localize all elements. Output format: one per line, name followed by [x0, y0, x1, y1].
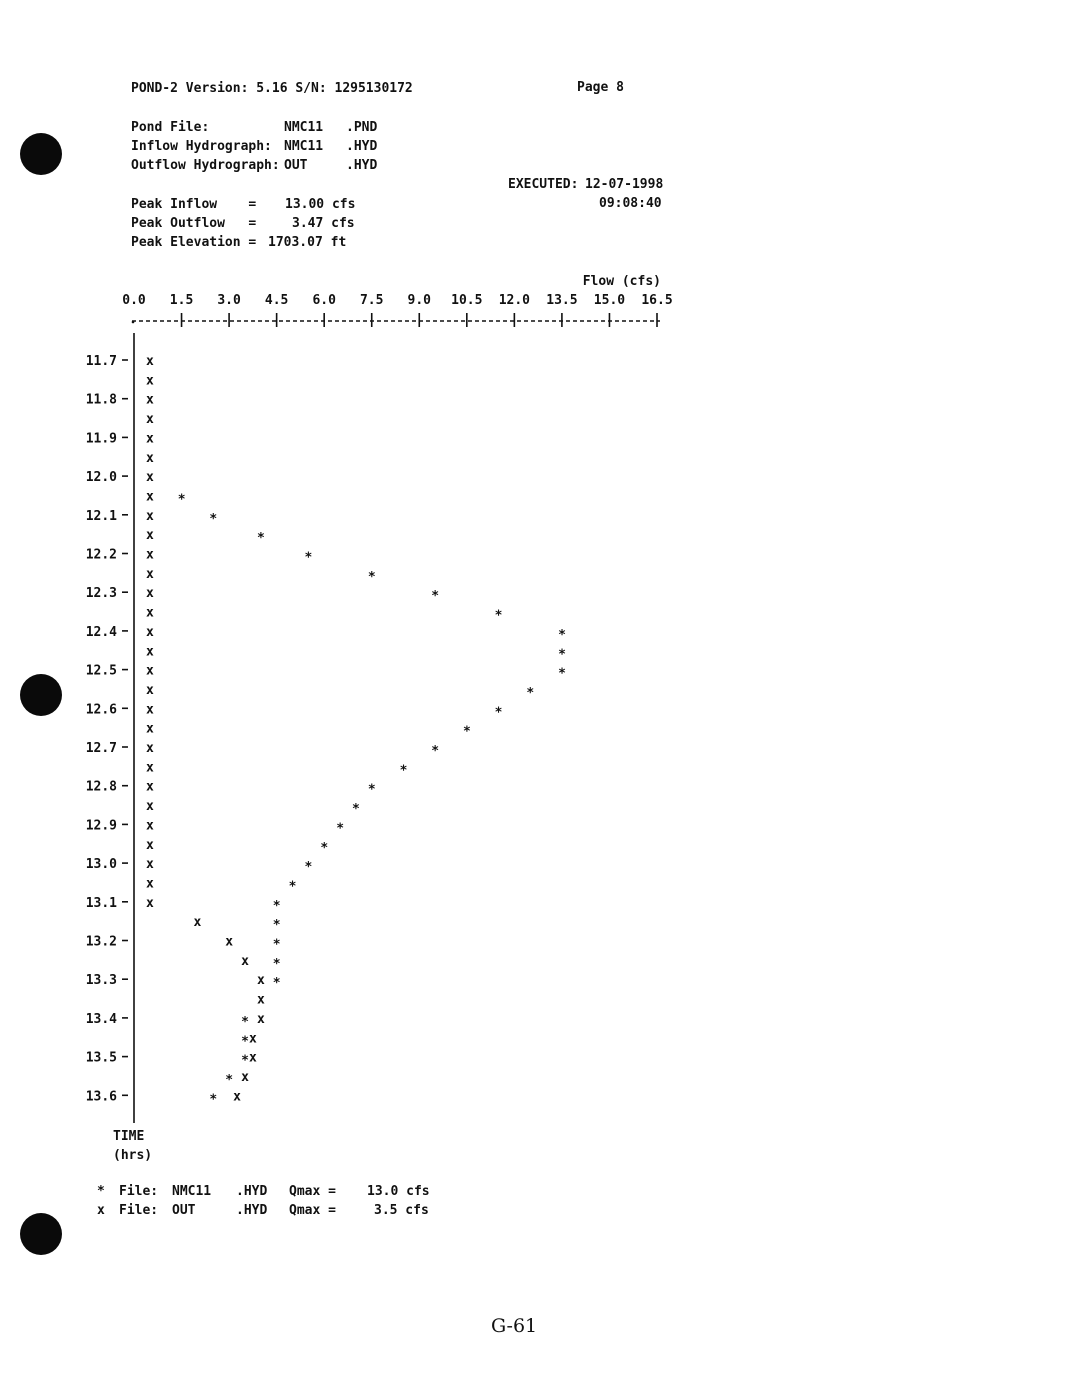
inflow-point: *: [272, 976, 281, 992]
outflow-point: x: [146, 702, 154, 718]
y-axis-label-hrs: (hrs): [113, 1148, 153, 1163]
outflow-point: x: [146, 450, 154, 466]
outflow-point: x: [146, 566, 154, 582]
x-tick-label: 12.0: [498, 293, 531, 308]
outflow-point: x: [233, 1089, 242, 1105]
x-tick-label: 7.5: [359, 293, 384, 308]
legend-qmax-value: 3.5 cfs: [374, 1203, 429, 1218]
outflow-point: x: [146, 624, 154, 640]
legend-file-label: File:: [119, 1184, 159, 1199]
inflow-hydrograph-label: Inflow Hydrograph:: [131, 139, 272, 154]
inflow-point: *: [431, 744, 440, 759]
outflow-hydrograph-name: OUT: [284, 158, 308, 173]
inflow-point: *: [558, 627, 566, 643]
y-tick-label: 11.9: [85, 431, 117, 447]
outflow-point: x: [241, 1069, 249, 1085]
outflow-hydrograph-ext: .HYD: [346, 158, 378, 173]
y-tick-label: 13.6: [85, 1089, 117, 1105]
inflow-point: *: [272, 937, 281, 953]
inflow-point: *: [367, 569, 376, 585]
outflow-point: x: [146, 837, 154, 853]
legend-file-name: OUT: [172, 1203, 196, 1218]
outflow-point: x: [146, 470, 154, 486]
y-tick-label: 12.8: [85, 779, 117, 795]
outflow-point: x: [146, 779, 154, 795]
inflow-point: *: [241, 1053, 249, 1069]
outflow-point: x: [146, 818, 154, 834]
y-tick-label: 12.2: [85, 547, 117, 563]
y-tick-label: 13.1: [85, 895, 117, 911]
outflow-point: x: [146, 682, 154, 698]
inflow-point: *: [526, 685, 535, 701]
outflow-point: x: [146, 857, 154, 873]
outflow-point: x: [146, 392, 154, 408]
x-tick-label: 1.5: [169, 293, 194, 308]
inflow-point: *: [272, 918, 281, 934]
outflow-point: x: [241, 953, 249, 969]
outflow-point: x: [256, 973, 265, 989]
outflow-point: x: [146, 508, 154, 524]
outflow-point: x: [146, 663, 154, 679]
y-tick-label: 13.4: [85, 1011, 117, 1027]
legend-qmax-label: Qmax =: [289, 1184, 336, 1199]
x-tick-label: 9.0: [407, 293, 432, 308]
inflow-point: *: [352, 802, 360, 818]
y-tick-label: 13.0: [85, 857, 117, 873]
peak-outflow-label: Peak Outflow =: [131, 216, 257, 231]
y-tick-label: 11.7: [85, 354, 117, 369]
x-tick-label: 13.5: [546, 293, 578, 308]
peak-inflow-value: 13.00 cfs: [285, 197, 356, 212]
pond-file-ext: .PND: [346, 120, 378, 135]
version-line: POND-2 Version: 5.16 S/N: 1295130172: [131, 81, 413, 96]
y-tick-label: 12.3: [85, 586, 117, 602]
outflow-point: x: [146, 547, 154, 563]
pond-file-name: NMC11: [284, 120, 324, 135]
outflow-point: x: [146, 373, 154, 389]
outflow-point: x: [146, 354, 154, 369]
outflow-hydrograph-label: Outflow Hydrograph:: [131, 158, 280, 173]
outflow-point: x: [146, 741, 154, 756]
outflow-point: x: [146, 586, 154, 602]
y-tick-label: 12.1: [85, 508, 117, 524]
outflow-point: x: [146, 876, 154, 892]
outflow-point: x: [249, 1050, 257, 1066]
y-tick-label: 12.5: [85, 663, 117, 679]
inflow-point: *: [462, 724, 471, 740]
outflow-point: x: [249, 1031, 257, 1047]
executed-time: 09:08:40: [599, 196, 662, 211]
inflow-hydrograph-name: NMC11: [284, 139, 324, 154]
inflow-point: *: [494, 705, 503, 721]
outflow-point: x: [146, 799, 154, 815]
y-tick-label: 11.8: [85, 392, 117, 408]
inflow-point: *: [431, 589, 440, 605]
outflow-point: x: [146, 489, 154, 505]
outflow-point: x: [146, 431, 154, 447]
outflow-point: x: [256, 992, 265, 1008]
x-tick-label: 4.5: [264, 293, 289, 308]
outflow-point: x: [146, 412, 154, 428]
outflow-point: x: [146, 605, 154, 621]
x-axis-origin-dot: [132, 321, 135, 324]
x-tick-label: 16.5: [641, 293, 673, 308]
inflow-point: *: [272, 898, 281, 914]
outflow-point: x: [193, 915, 202, 931]
legend-file-label: File:: [119, 1203, 159, 1218]
y-tick-label: 12.7: [85, 741, 117, 756]
outflow-point: x: [225, 934, 234, 950]
x-tick-label: 3.0: [217, 293, 241, 308]
inflow-point: *: [272, 956, 281, 972]
y-tick-label: 12.4: [85, 624, 117, 640]
peak-outflow-value: 3.47 cfs: [292, 216, 355, 231]
inflow-point: *: [494, 608, 503, 624]
inflow-point: *: [241, 1014, 249, 1030]
inflow-point: *: [304, 860, 313, 876]
inflow-point: *: [558, 647, 566, 663]
inflow-point: *: [225, 1072, 234, 1088]
x-tick-label: 15.0: [593, 293, 626, 308]
peak-inflow-label: Peak Inflow =: [131, 197, 257, 212]
y-tick-label: 13.3: [85, 973, 117, 989]
page-number: Page 8: [577, 80, 624, 95]
outflow-point: x: [256, 1011, 265, 1027]
legend-qmax-value: 13.0 cfs: [367, 1184, 430, 1199]
inflow-point: *: [209, 1092, 218, 1108]
outflow-point: x: [146, 644, 154, 660]
legend-marker-star: *: [97, 1184, 105, 1199]
inflow-point: *: [367, 782, 376, 798]
inflow-point: *: [241, 1034, 249, 1050]
inflow-point: *: [558, 666, 566, 682]
y-axis-label-time: TIME: [113, 1129, 145, 1144]
x-tick-label: 0.0: [122, 293, 146, 308]
y-tick-label: 13.2: [85, 934, 117, 950]
page-code: G-61: [491, 1315, 538, 1337]
inflow-point: *: [399, 763, 408, 779]
inflow-point: *: [256, 531, 265, 547]
y-tick-label: 13.5: [85, 1050, 117, 1066]
x-tick-label: 6.0: [312, 293, 336, 308]
inflow-point: *: [177, 492, 186, 508]
punch-hole-bottom: [20, 1213, 62, 1255]
legend-file-ext: .HYD: [236, 1203, 268, 1218]
legend-file-ext: .HYD: [236, 1184, 268, 1199]
inflow-point: *: [288, 879, 297, 895]
executed-label: EXECUTED:: [508, 177, 579, 192]
executed-date: 12-07-1998: [585, 177, 664, 192]
peak-elevation-value: 1703.07 ft: [268, 235, 347, 250]
x-tick-label: 10.5: [451, 293, 483, 308]
legend-marker-x: x: [97, 1203, 105, 1218]
legend-file-name: NMC11: [172, 1184, 212, 1199]
pond-file-label: Pond File:: [131, 120, 210, 135]
outflow-point: x: [146, 528, 154, 544]
inflow-point: *: [304, 550, 313, 566]
legend-qmax-label: Qmax =: [289, 1203, 336, 1218]
y-tick-label: 12.9: [85, 818, 117, 834]
inflow-point: *: [209, 511, 218, 527]
inflow-hydrograph-ext: .HYD: [346, 139, 378, 154]
x-axis-label: Flow (cfs): [582, 274, 661, 289]
outflow-point: x: [146, 721, 154, 737]
y-tick-label: 12.0: [85, 470, 117, 486]
inflow-point: *: [320, 840, 329, 856]
y-tick-label: 12.6: [85, 702, 117, 718]
peak-elevation-label: Peak Elevation =: [131, 235, 257, 250]
inflow-point: *: [336, 821, 345, 837]
outflow-point: x: [146, 895, 154, 911]
outflow-point: x: [146, 760, 154, 776]
